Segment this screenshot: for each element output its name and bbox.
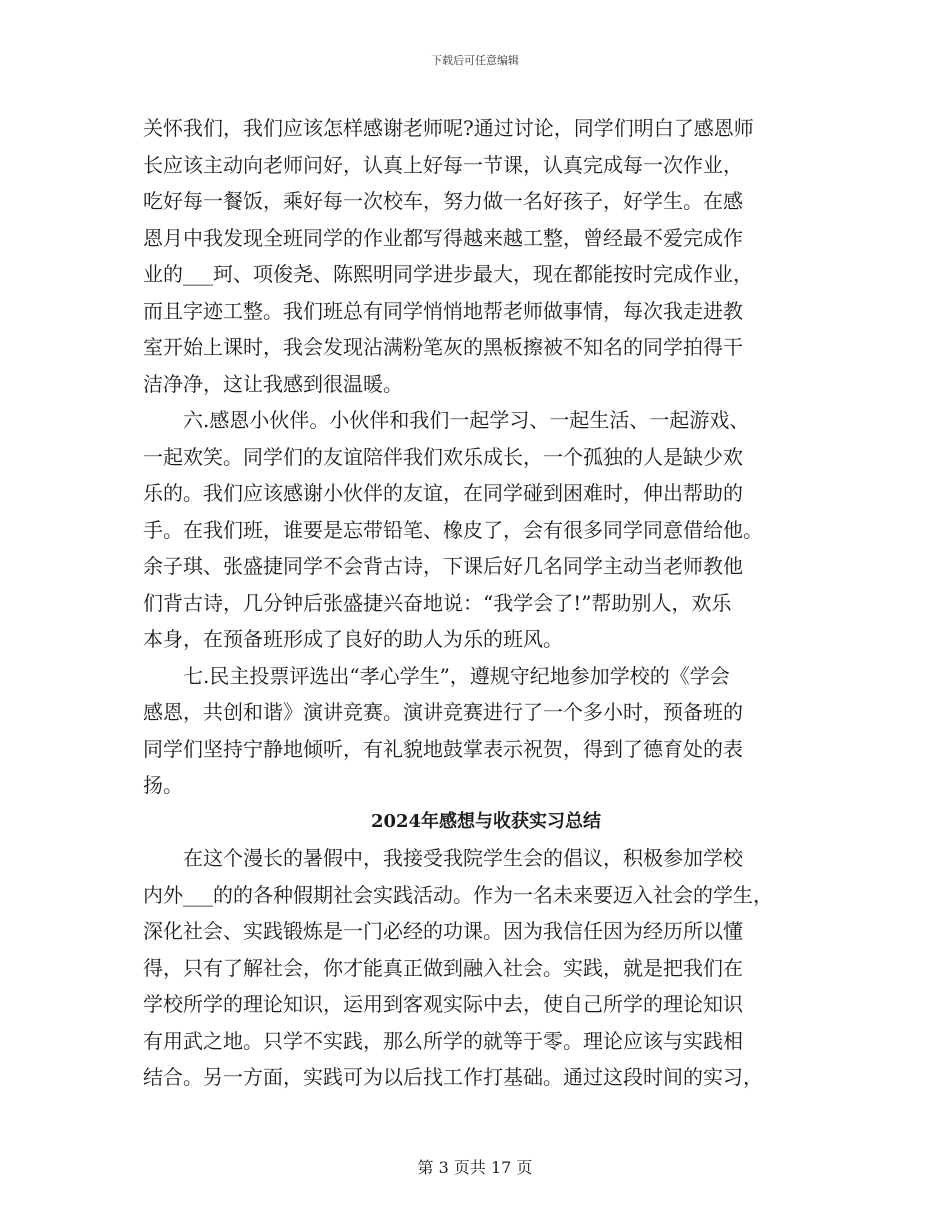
page-header: 下载后可任意编辑 <box>431 54 519 67</box>
paragraph-line: 有用武之地。只学不实践，那么所学的就等于零。理论应该与实践相 <box>143 1028 743 1053</box>
paragraph-line: 同学们坚持宁静地倾听，有礼貌地鼓掌表示祝贺，得到了德育处的表 <box>143 736 743 761</box>
paragraph-line: 深化社会、实践锻炼是一门必经的功课。因为我信任因为经历所以懂 <box>143 919 743 943</box>
paragraph-line: 们背古诗，几分钟后张盛捷兴奋地说：“我学会了!”帮助别人，欢乐 <box>143 590 732 615</box>
paragraph-line: 学校所学的理论知识，运用到客观实际中去，使自己所学的理论知识 <box>143 992 743 1016</box>
document-body <box>143 110 815 1096</box>
page-number: 第 3 页共 17 页 <box>417 1158 533 1177</box>
paragraph-line: 感恩，共创和谐》演讲竞赛。演讲竞赛进行了一个多小时，预备班的 <box>143 700 743 724</box>
paragraph-line: 一起欢笑。同学们的友谊陪伴我们欢乐成长，一个孤独的人是缺少欢 <box>143 444 743 469</box>
paragraph-line: 在这个漫长的暑假中，我接受我院学生会的倡议，积极参加学校 <box>183 846 743 870</box>
paragraph-line: 室开始上课时，我会发现沾满粉笔灰的黑板擦被不知名的同学拍得干 <box>143 335 743 359</box>
paragraph-line: 余子琪、张盛捷同学不会背古诗，下课后好几名同学主动当老师教他 <box>143 554 743 578</box>
paragraph-line: 七.民主投票评选出“孝心学生”，遵规守纪地参加学校的《学会 <box>183 663 730 688</box>
paragraph-line: 本身，在预备班形成了良好的助人为乐的班风。 <box>143 627 563 651</box>
paragraph-line: 乐的。我们应该感谢小伙伴的友谊，在同学碰到困难时，伸出帮助的 <box>143 481 743 505</box>
paragraph-line: 扬。 <box>143 773 183 797</box>
paragraph-line: 结合。另一方面，实践可为以后找工作打基础。通过这段时间的实习， <box>143 1065 763 1089</box>
paragraph-line: 恩月中我发现全班同学的作业都写得越来越工整，曾经最不爱完成作 <box>143 225 743 250</box>
paragraph-line: 业的___珂、项俊尧、陈熙明同学进步最大，现在都能按时完成作业， <box>143 262 753 286</box>
paragraph-line: 吃好每一餐饭，乘好每一次校车，努力做一名好孩子，好学生。在感 <box>143 189 743 213</box>
section-title: 2024年感想与收获实习总结 <box>370 810 602 832</box>
paragraph-line: 手。在我们班，谁要是忘带铅笔、橡皮了，会有很多同学同意借给他。 <box>143 517 763 542</box>
paragraph-line: 内外___的的各种假期社会实践活动。作为一名未来要迈入社会的学生， <box>143 882 773 907</box>
paragraph-line: 洁净净，这让我感到很温暖。 <box>143 371 403 396</box>
paragraph-line: 得，只有了解社会，你才能真正做到融入社会。实践，就是把我们在 <box>143 955 743 980</box>
paragraph-line: 而且字迹工整。我们班总有同学悄悄地帮老师做事情，每次我走进教 <box>143 298 743 323</box>
paragraph-line: 关怀我们，我们应该怎样感谢老师呢?通过讨论，同学们明白了感恩师 <box>143 116 754 140</box>
paragraph-line: 长应该主动向老师问好，认真上好每一节课，认真完成每一次作业， <box>143 152 743 177</box>
paragraph-line: 六.感恩小伙伴。小伙伴和我们一起学习、一起生活、一起游戏、 <box>183 408 750 432</box>
